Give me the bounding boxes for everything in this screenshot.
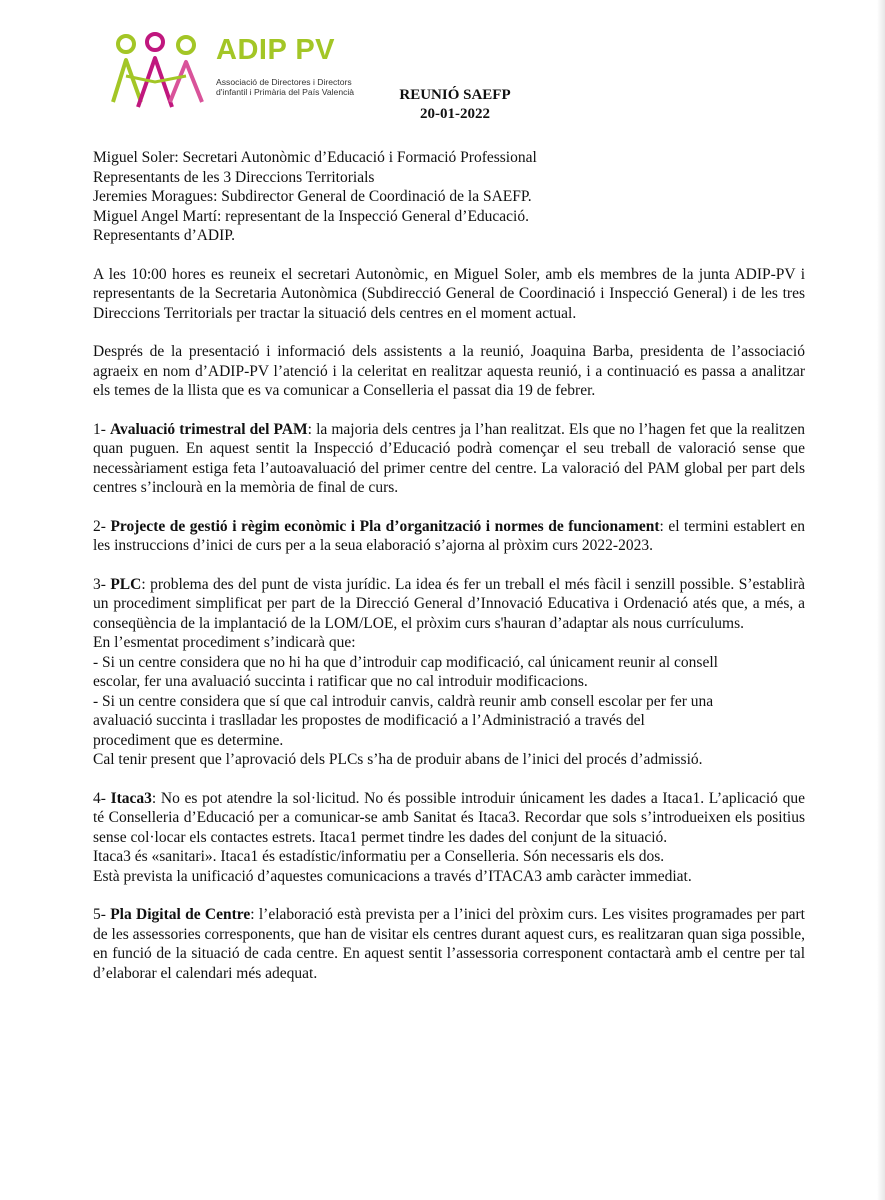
intro-paragraph: A les 10:00 hores es reuneix el secretari Autonòmic, en Miguel Soler, amb els membres de la junta ADIP-PV i representants de la Secretaria Autonòmica (Subdirecció General de Coordinació i Inspecció General) i de les tres Direccions Territorials per tractar la situació dels centres en el moment actual. bbox=[93, 265, 805, 322]
item-text: : l’elaboració està prevista per a l’inici del pròxim curs. Les visites programades per part de les assessories corresponents, que han de visitar els centres durant aquest curs, es realitzaran quan siga possible, en funció de la situació de cada centre. En aquest sentit l’assessoria corresponent contactarà amb el centre per tal d’elaborar el calendari més adequat. bbox=[93, 906, 805, 982]
item-plc-bullet-cont: procediment que es determine. bbox=[93, 731, 284, 749]
item-itaca bbox=[93, 789, 805, 887]
item-plc bbox=[93, 575, 805, 770]
item-number: 3- bbox=[93, 575, 111, 593]
attendee-line: Miguel Angel Martí: representant de la Inspecció General d’Educació. bbox=[93, 207, 529, 225]
item-itaca-line: Està prevista la unificació d’aquestes comunicacions a través d’ITACA3 amb caràcter immediat. bbox=[93, 867, 692, 885]
item-heading: Projecte de gestió i règim econòmic i Pla d’organització i normes de funcionament bbox=[110, 517, 660, 535]
item-itaca-intro bbox=[93, 789, 805, 848]
item-text: : No es pot atendre la sol·licitud. No és possible introduir únicament les dades a Itaca1. L’aplicació que té Conselleria d’Educació per a comunicar-se amb Sanitat és Itaca3. Recordar que sols s’introdueixen els positius sense col·locar els contactes estrets. Itaca1 permet tindre les dades del conjunt de la situació. bbox=[93, 789, 805, 846]
page-edge-shadow bbox=[877, 0, 885, 1200]
document-body bbox=[93, 148, 805, 1002]
item-projecte bbox=[93, 517, 805, 556]
item-plc-bullet: - Si un centre considera que sí que cal introduir canvis, caldrà reunir amb consell escolar per fer una bbox=[93, 692, 714, 710]
presentation-paragraph: Després de la presentació i informació dels assistents a la reunió, Joaquina Barba, presidenta de l’associació agraeix en nom d’ADIP-PV l’atenció i la celeritat en realitzar aquesta reunió, i a continuació es passa a analitzar els temes de la llista que es va comunicar a Conselleria el passat dia 19 de febrer. bbox=[93, 343, 805, 399]
adip-logo bbox=[108, 32, 358, 112]
attendee-line: Representants d’ADIP. bbox=[93, 227, 236, 244]
item-plc-closing: Cal tenir present que l’aprovació dels PLCs s’ha de produir abans de l’inici del procés d’admissió. bbox=[93, 751, 703, 768]
item-text: : la majoria dels centres ja l’han realitzat. Els que no l’hagen fet que la realitzen quan puguen. En aquest sentit la Inspecció d’Educació podrà començar el seu treball de valoració sense que necessàriament estiga feta l’autoavaluació del primer centre del centre. La valoració del PAM global per part dels centres s’inclourà en la memòria de final de curs. bbox=[93, 420, 805, 496]
logo-name: ADIP PV bbox=[216, 34, 336, 66]
logo-subtitle bbox=[216, 77, 354, 97]
attendee-line: Miguel Soler: Secretari Autonòmic d’Educació i Formació Professional bbox=[93, 149, 537, 166]
item-itaca-line: Itaca3 és «sanitari». Itaca1 és estadístic/informatiu per a Conselleria. Són necessaris els dos. bbox=[93, 848, 665, 865]
item-heading: PLC bbox=[110, 575, 142, 593]
document-title: REUNIÓ SAEFP bbox=[399, 87, 511, 103]
document-date: 20-01-2022 bbox=[420, 106, 490, 122]
attendee-line: Representants de les 3 Direccions Territorials bbox=[93, 168, 375, 186]
item-plc-intro bbox=[93, 575, 805, 634]
item-pla-digital bbox=[93, 905, 805, 983]
item-text: : el termini establert en les instruccions d’inici de curs per a la seua elaboració s’ajorna al pròxim curs 2022-2023. bbox=[93, 517, 806, 554]
item-number: 4- bbox=[93, 789, 111, 807]
item-text: : problema des del punt de vista jurídic. La idea és fer un treball el més fàcil i senzill possible. S’establirà un procediment simplificat per part de la Direcció General d’Innovació Educativa i Ordenació atés que, a més, a conseqüència de la implantació de la LOM/LOE, el pròxim curs s'hauran d’adaptar als nous currículums. bbox=[93, 575, 805, 632]
item-plc-bullet: - Si un centre considera que no hi ha que d’introduir cap modificació, cal únicament reunir al consell bbox=[93, 653, 718, 671]
document-header bbox=[370, 86, 540, 124]
item-heading: Itaca3 bbox=[110, 789, 152, 807]
item-number: 5- bbox=[93, 906, 111, 923]
attendee-line: Jeremies Moragues: Subdirector General de Coordinació de la SAEFP. bbox=[93, 188, 532, 205]
people-logo-icon bbox=[108, 32, 208, 112]
item-number: 2- bbox=[93, 517, 111, 535]
item-heading: Pla Digital de Centre bbox=[110, 906, 251, 923]
item-plc-line: En l’esmentat procediment s’indicarà que: bbox=[93, 634, 356, 651]
item-number: 1- bbox=[93, 420, 111, 438]
attendees-list bbox=[93, 148, 805, 246]
item-heading: Avaluació trimestral del PAM bbox=[110, 420, 308, 438]
logo-subtitle-line-1: Associació de Directores i Directors bbox=[216, 77, 352, 87]
item-plc-bullet-cont: escolar, fer una avaluació succinta i ratificar que no cal introduir modificacions. bbox=[93, 673, 588, 690]
logo-subtitle-line-2: d'infantil i Primària del País Valencià bbox=[216, 87, 355, 97]
item-plc-bullet-cont: avaluació succinta i traslladar les propostes de modificació a l’Administració a través del bbox=[93, 712, 645, 729]
item-pam bbox=[93, 420, 805, 498]
